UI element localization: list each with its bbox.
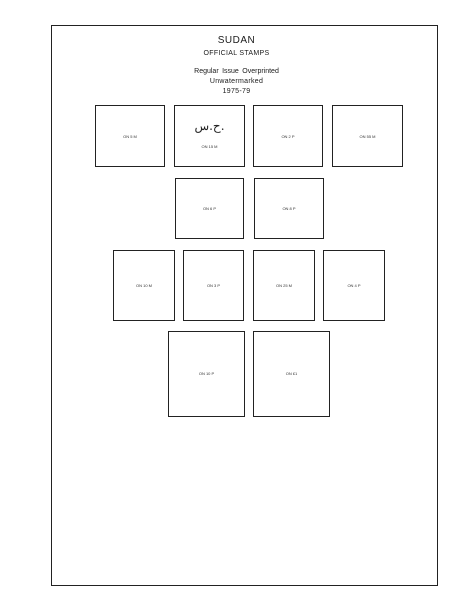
stamp-space (168, 331, 245, 417)
stamp-space (174, 105, 245, 167)
stamp-value-label: ON 4 P (347, 283, 361, 288)
stamp-space (254, 178, 324, 239)
country-title: SUDAN (217, 35, 256, 46)
stamp-value-label: ON 10 P (198, 371, 215, 376)
stamp-space (113, 250, 175, 321)
issue-years: 1975-79 (222, 88, 251, 95)
stamp-space (323, 250, 385, 321)
stamp-value-label: ON 3 P (206, 283, 221, 288)
stamp-space (253, 250, 315, 321)
stamp-space (253, 331, 330, 417)
stamp-value-label: ON 2 P (281, 134, 295, 139)
stamp-value-label: ON 25 M (275, 283, 292, 288)
stamp-space (183, 250, 244, 321)
stamp-value-label: ON 10 M (135, 283, 152, 288)
stamp-value-label: ON 15 M (201, 144, 218, 149)
issue-description: Regular Issue Overprinted (194, 68, 279, 75)
stamp-space (175, 178, 244, 239)
stamp-value-label: ON £1 (285, 371, 298, 376)
stamp-space (95, 105, 165, 167)
stamp-value-label: ON 8 P (282, 206, 296, 211)
stamp-value-label: ON 5 M (123, 134, 137, 139)
section-title: OFFICIAL STAMPS (203, 50, 270, 57)
stamp-value-label: ON 6 P (202, 206, 217, 211)
stamp-space (332, 105, 403, 167)
stamp-space (253, 105, 323, 167)
arabic-overprint-sample: ح.س. (194, 119, 225, 133)
stamp-value-label: ON 55 M (359, 134, 376, 139)
watermark-note: Unwatermarked (209, 78, 264, 85)
